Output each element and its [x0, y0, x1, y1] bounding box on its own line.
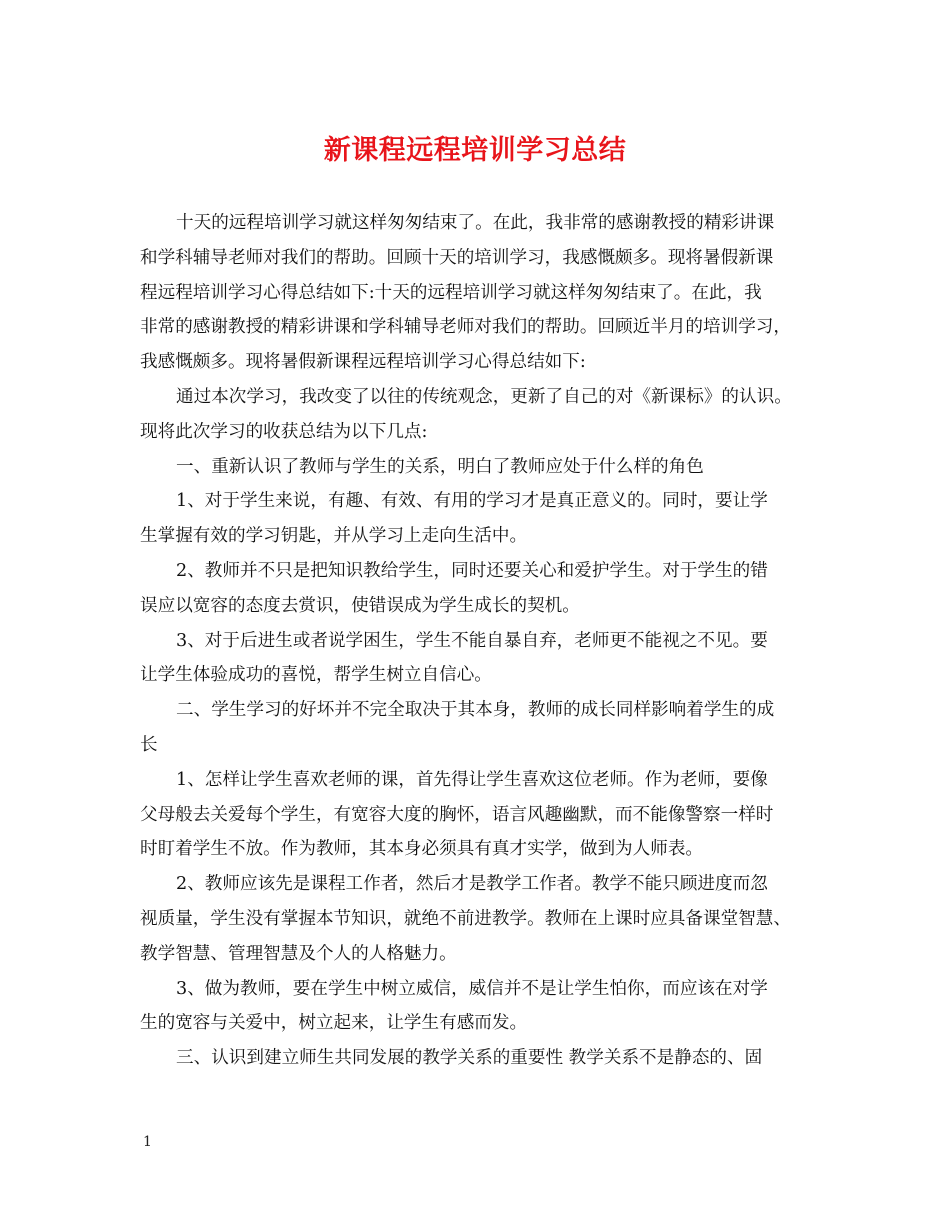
text-line: 父母般去关爱每个学生，有宽容大度的胸怀，语言风趣幽默，而不能像警察一样时 — [140, 804, 774, 825]
text-line: 我感慨颇多。现将暑假新课程远程培训学习心得总结如下: — [140, 352, 586, 373]
text-line: 生的宽容与关爱中，树立起来，让学生有感而发。 — [140, 1013, 528, 1034]
text-line: 和学科辅导老师对我们的帮助。回顾十天的培训学习，我感慨颇多。现将暑假新课 — [140, 247, 774, 268]
text-line: 误应以宽容的态度去赏识，使错误成为学生成长的契机。 — [140, 595, 580, 616]
text-line: 1、怎样让学生喜欢老师的课，首先得让学生喜欢这位老师。作为老师，要像 — [176, 769, 768, 790]
text-line: 视质量，学生没有掌握本节知识，就绝不前进教学。教师在上课时应具备课堂智慧、 — [140, 908, 791, 929]
text-line: 3、做为教师，要在学生中树立威信，威信并不是让学生怕你，而应该在对学 — [176, 978, 768, 999]
text-line: 三、认识到建立师生共同发展的教学关系的重要性 教学关系不是静态的、固 — [176, 1048, 763, 1069]
text-line: 3、对于后进生或者说学困生，学生不能自暴自弃，老师更不能视之不见。要 — [176, 630, 768, 651]
text-line: 1、对于学生来说，有趣、有效、有用的学习才是真正意义的。同时，要让学 — [176, 491, 768, 512]
text-line: 一、重新认识了教师与学生的关系，明白了教师应处于什么样的角色 — [176, 456, 704, 477]
text-line: 现将此次学习的收获总结为以下几点: — [140, 421, 428, 442]
page-title: 新课程远程培训学习总结 — [323, 135, 627, 166]
text-line: 让学生体验成功的喜悦，帮学生树立自信心。 — [140, 665, 492, 686]
text-line: 2、教师应该先是课程工作者，然后才是教学工作者。教学不能只顾进度而忽 — [176, 874, 768, 895]
text-line: 教学智慧、管理智慧及个人的人格魅力。 — [140, 943, 457, 964]
text-line: 十天的远程培训学习就这样匆匆结束了。在此，我非常的感谢教授的精彩讲课 — [176, 213, 775, 233]
text-line: 二、学生学习的好坏并不完全取决于其本身，教师的成长同样影响着学生的成 — [176, 700, 775, 721]
text-line: 通过本次学习，我改变了以往的传统观念，更新了自己的对《新课标》的认识。 — [176, 386, 792, 407]
page-number: 1 — [143, 1134, 152, 1150]
text-line: 非常的感谢教授的精彩讲课和学科辅导老师对我们的帮助。回顾近半月的培训学习， — [140, 317, 791, 338]
text-line: 时盯着学生不放。作为教师，其本身必须具有真才实学，做到为人师表。 — [140, 839, 704, 860]
text-line: 2、教师并不只是把知识教给学生，同时还要关心和爱护学生。对于学生的错 — [176, 560, 768, 581]
text-line: 程远程培训学习心得总结如下:十天的远程培训学习就这样匆匆结束了。在此，我 — [140, 282, 762, 303]
body-text — [140, 206, 824, 1076]
text-line: 长 — [140, 734, 158, 755]
text-line: 生掌握有效的学习钥匙，并从学习上走向生活中。 — [140, 526, 528, 547]
